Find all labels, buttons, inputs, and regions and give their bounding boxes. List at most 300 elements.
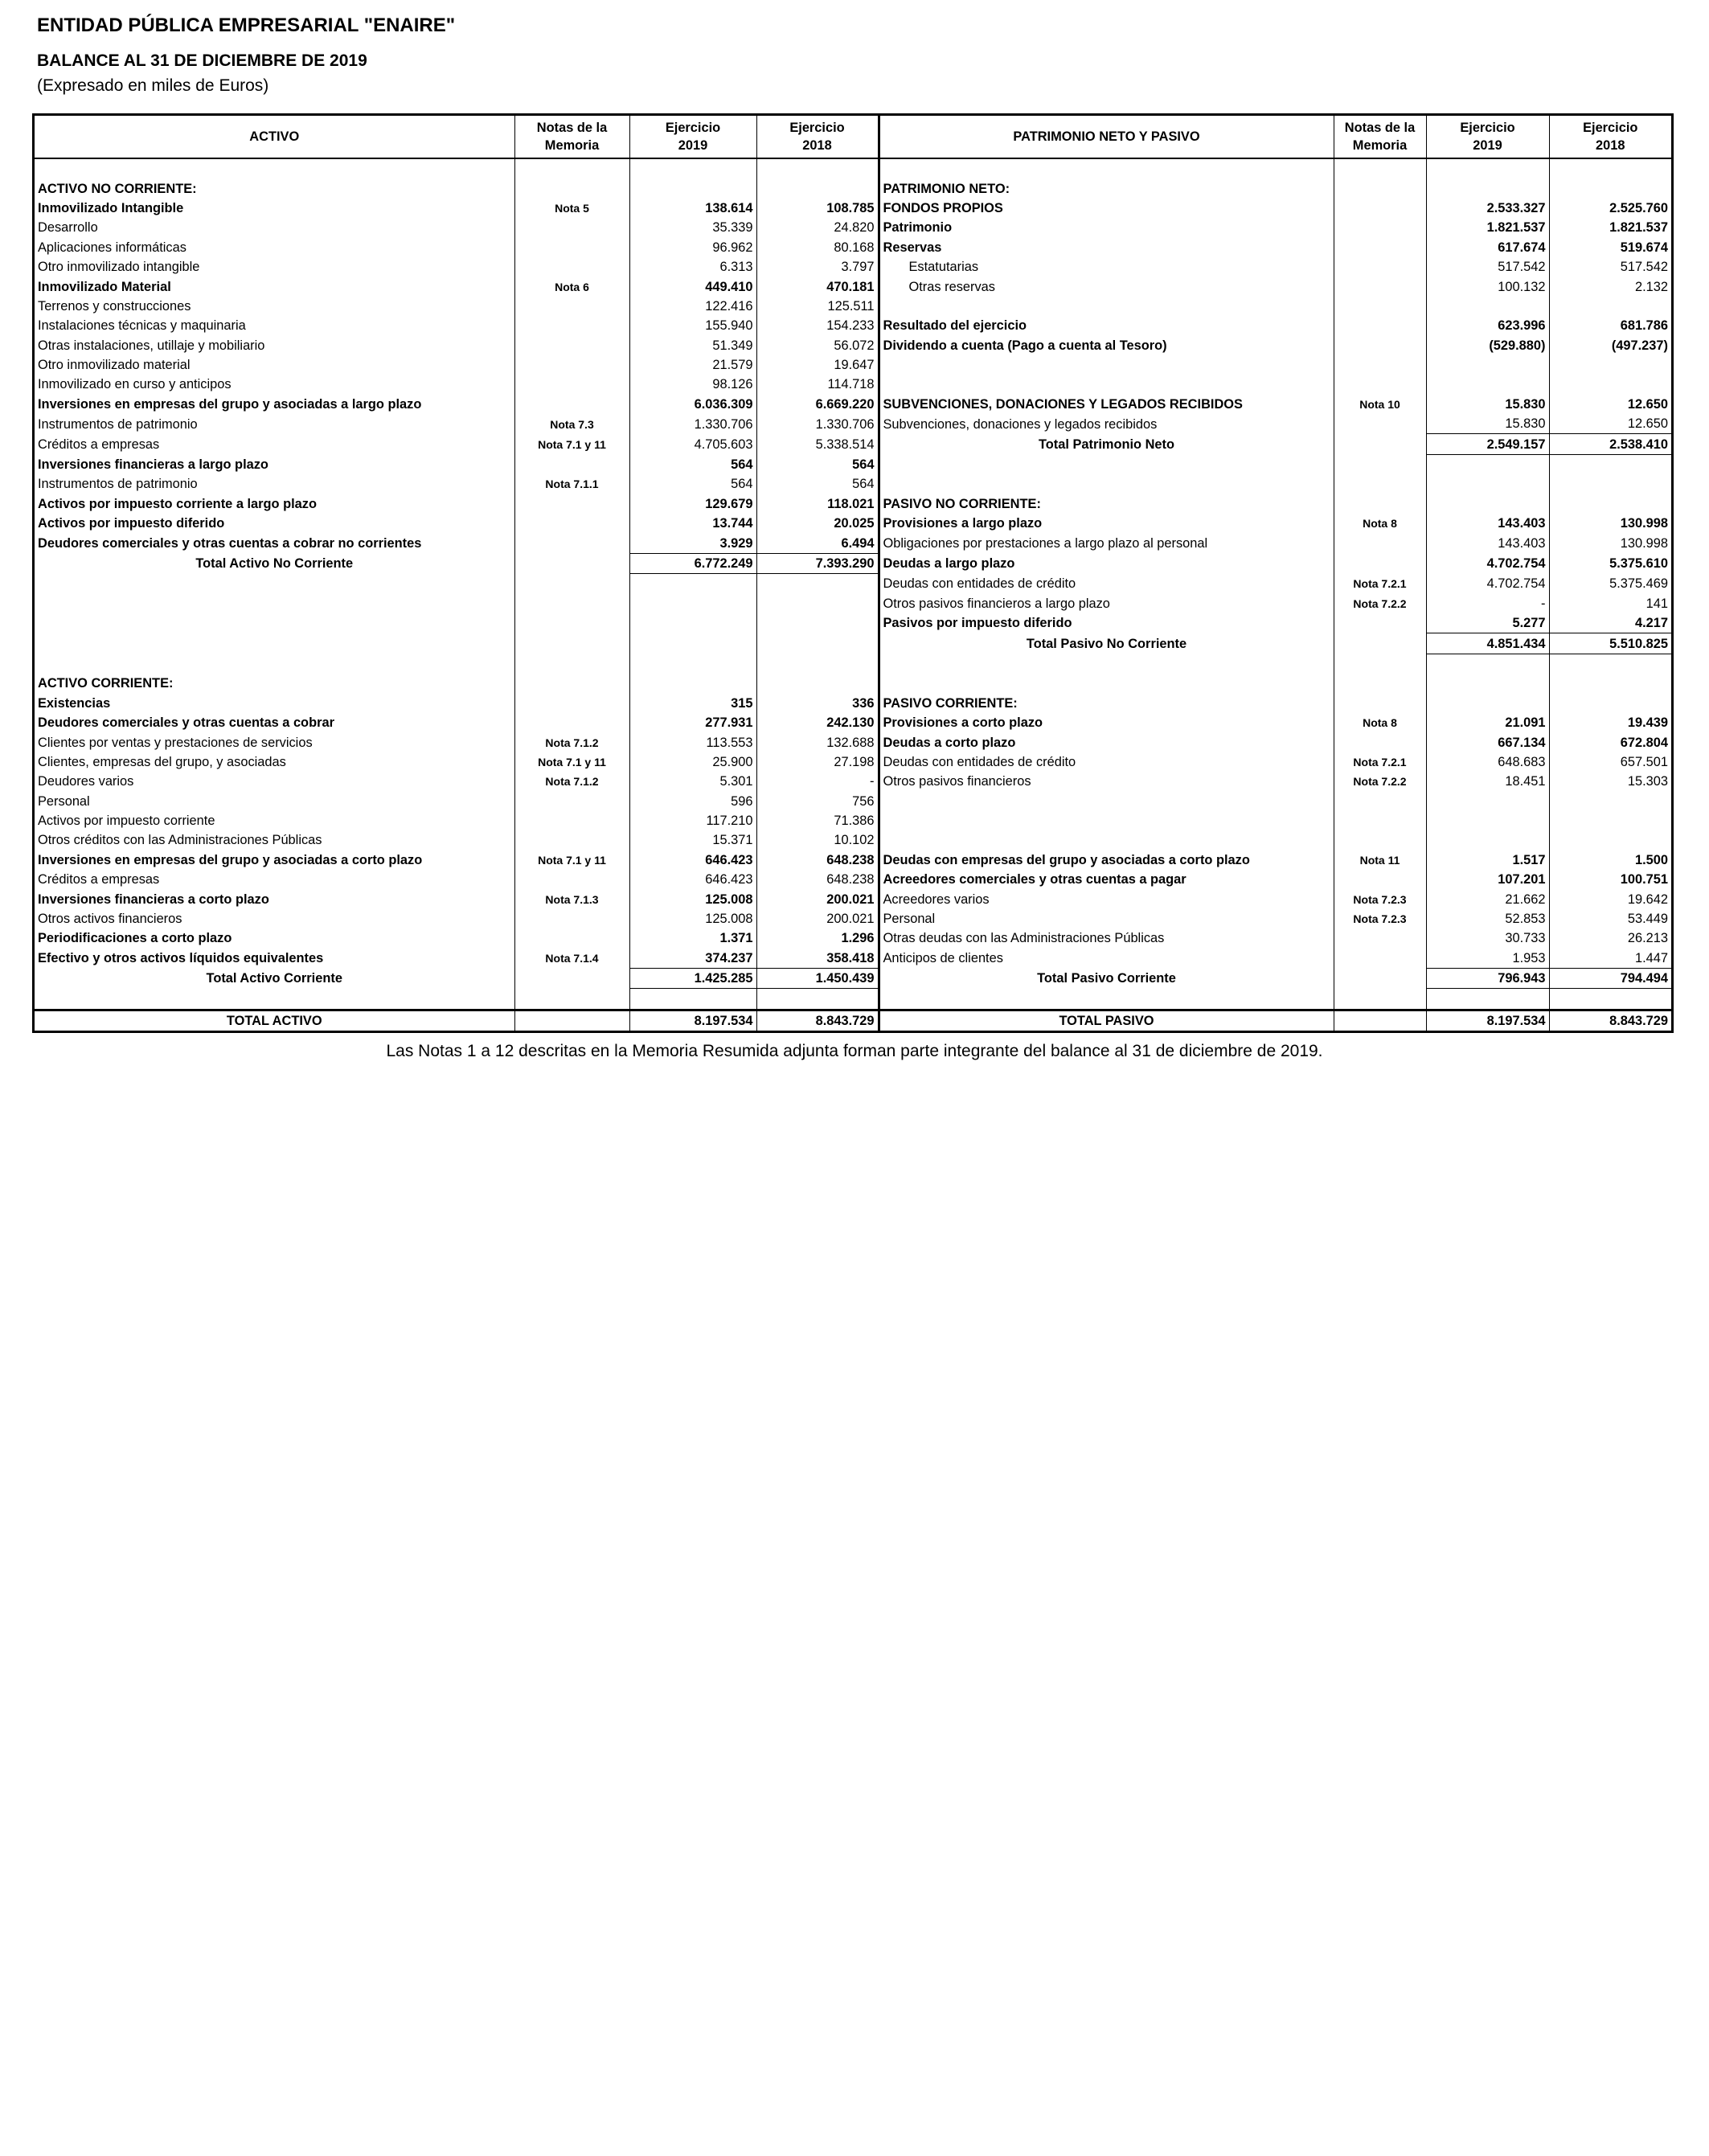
- ej-l1: Ejercicio: [789, 121, 845, 135]
- left-value-2018: 756: [756, 792, 879, 811]
- right-label: [879, 830, 1334, 850]
- right-label: Acreedores comerciales y otras cuentas a pagar: [879, 870, 1334, 889]
- left-value-2019: 117.210: [629, 811, 756, 830]
- right-value-2019: 1.517: [1426, 851, 1549, 870]
- total-pasivo-2018: 8.843.729: [1549, 1010, 1671, 1031]
- table-row: [35, 909, 1671, 928]
- left-value-2019: 6.772.249: [629, 553, 756, 573]
- left-note: Nota 7.3: [514, 414, 629, 434]
- left-label: Personal: [38, 793, 90, 809]
- left-value-2019: 277.931: [629, 713, 756, 732]
- table-row: [35, 336, 1671, 355]
- left-label: Instalaciones técnicas y maquinaria: [38, 318, 246, 334]
- right-note: [1334, 830, 1426, 850]
- right-value-2019: 107.201: [1426, 870, 1549, 889]
- year-2019: 2019: [678, 138, 708, 153]
- table-row: [35, 238, 1671, 257]
- right-value-2019: 30.733: [1426, 928, 1549, 948]
- notas-l2: Memoria: [1352, 138, 1408, 153]
- left-label: Activos por impuesto corriente: [38, 814, 215, 829]
- right-value-2018: 19.439: [1549, 713, 1671, 732]
- table-row: [35, 928, 1671, 948]
- left-note: [514, 811, 629, 830]
- left-value-2018: [756, 594, 879, 613]
- left-value-2019: [629, 989, 756, 1010]
- right-value-2018: 519.674: [1549, 238, 1671, 257]
- left-value-2019: 13.744: [629, 514, 756, 533]
- left-value-2018: 200.021: [756, 889, 879, 908]
- left-value-2019: 21.579: [629, 355, 756, 375]
- left-note: [514, 494, 629, 514]
- left-value-2019: 564: [629, 454, 756, 474]
- left-value-2018: 19.647: [756, 355, 879, 375]
- left-label: Efectivo y otros activos líquidos equivalentes: [38, 951, 324, 966]
- right-label: [879, 654, 1334, 674]
- right-label: Pasivos por impuesto diferido: [879, 613, 1334, 633]
- left-note: [514, 238, 629, 257]
- right-value-2018: [1549, 830, 1671, 850]
- right-value-2019: [1426, 792, 1549, 811]
- right-value-2019: 15.830: [1426, 395, 1549, 414]
- right-value-2018: 2.538.410: [1549, 434, 1671, 454]
- right-note: [1334, 989, 1426, 1010]
- left-label: Otras instalaciones, utillaje y mobiliario: [38, 338, 265, 353]
- right-value-2018: [1549, 158, 1671, 178]
- right-label: [879, 355, 1334, 375]
- right-note: [1334, 928, 1426, 948]
- table-row: [35, 694, 1671, 713]
- right-label: Estatutarias: [879, 257, 1334, 277]
- table-row: [35, 752, 1671, 772]
- right-note: [1334, 257, 1426, 277]
- right-value-2018: [1549, 474, 1671, 494]
- right-label: Total Patrimonio Neto: [879, 434, 1334, 454]
- table-row: [35, 316, 1671, 335]
- right-label: Deudas con entidades de crédito: [879, 574, 1334, 594]
- right-label: Personal: [879, 909, 1334, 928]
- left-value-2019: 122.416: [629, 297, 756, 316]
- right-value-2019: 143.403: [1426, 533, 1549, 553]
- left-label: Total Activo No Corriente: [195, 556, 354, 571]
- right-value-2019: 617.674: [1426, 238, 1549, 257]
- left-value-2018: [756, 178, 879, 198]
- right-note: [1334, 355, 1426, 375]
- left-label: Instrumentos de patrimonio: [38, 477, 198, 492]
- year-2018: 2018: [1596, 138, 1625, 153]
- right-value-2018: 5.510.825: [1549, 633, 1671, 654]
- right-value-2018: [1549, 454, 1671, 474]
- left-value-2019: [629, 674, 756, 693]
- right-note: [1334, 633, 1426, 654]
- left-note: [514, 830, 629, 850]
- left-label: Clientes por ventas y prestaciones de servicios: [38, 735, 313, 750]
- right-value-2019: 21.662: [1426, 889, 1549, 908]
- right-note: [1334, 694, 1426, 713]
- balance-sheet: [32, 113, 1674, 1033]
- left-value-2019: 315: [629, 694, 756, 713]
- left-value-2018: [756, 633, 879, 654]
- table-row: [35, 594, 1671, 613]
- left-label: Otros activos financieros: [38, 912, 182, 927]
- left-label: Créditos a empresas: [38, 437, 160, 452]
- left-value-2018: 56.072: [756, 336, 879, 355]
- left-note: [514, 257, 629, 277]
- left-label: [35, 613, 514, 633]
- left-value-2019: 35.339: [629, 218, 756, 237]
- table-row: [35, 633, 1671, 654]
- left-value-2019: 15.371: [629, 830, 756, 850]
- left-note: Nota 7.1.2: [514, 732, 629, 752]
- left-value-2018: 242.130: [756, 713, 879, 732]
- notas-l1: Notas de la: [1344, 121, 1416, 135]
- right-value-2018: [1549, 355, 1671, 375]
- left-value-2018: 6.494: [756, 533, 879, 553]
- right-note: Nota 7.2.2: [1334, 594, 1426, 613]
- col-2018-left: [756, 116, 879, 158]
- left-note: [514, 395, 629, 414]
- ej-l1: Ejercicio: [1460, 121, 1515, 135]
- left-note: Nota 7.1 y 11: [514, 851, 629, 870]
- right-note: [1334, 238, 1426, 257]
- left-value-2018: 470.181: [756, 277, 879, 296]
- col-2018-right: [1549, 116, 1671, 158]
- right-value-2019: 667.134: [1426, 732, 1549, 752]
- right-note: Nota 8: [1334, 713, 1426, 732]
- right-value-2018: 4.217: [1549, 613, 1671, 633]
- right-value-2019: [1426, 811, 1549, 830]
- right-value-2019: 143.403: [1426, 514, 1549, 533]
- right-note: [1334, 375, 1426, 394]
- right-note: Nota 10: [1334, 395, 1426, 414]
- left-value-2019: 25.900: [629, 752, 756, 772]
- left-value-2018: 336: [756, 694, 879, 713]
- right-label: Provisiones a corto plazo: [879, 713, 1334, 732]
- footer-note: Las Notas 1 a 12 descritas en la Memoria Resumida adjunta forman parte integrante del balance al 31 de diciembre de 2019.: [386, 1042, 1323, 1060]
- total-pasivo-label: TOTAL PASIVO: [879, 1010, 1334, 1031]
- right-label: SUBVENCIONES, DONACIONES Y LEGADOS RECIBIDOS: [879, 395, 1334, 414]
- table-row: [35, 792, 1671, 811]
- left-value-2019: 374.237: [629, 949, 756, 969]
- right-value-2018: 12.650: [1549, 395, 1671, 414]
- table-row: [35, 395, 1671, 414]
- table-row: [35, 969, 1671, 989]
- table-row: [35, 514, 1671, 533]
- col-notas-right: [1334, 116, 1426, 158]
- total-activo-notes: [514, 1010, 629, 1031]
- right-label: PASIVO CORRIENTE:: [879, 694, 1334, 713]
- right-value-2018: [1549, 694, 1671, 713]
- right-label: Deudas con empresas del grupo y asociadas a corto plazo: [879, 851, 1334, 870]
- right-label: Otros pasivos financieros: [879, 772, 1334, 791]
- table-row: [35, 297, 1671, 316]
- right-value-2019: 2.533.327: [1426, 199, 1549, 218]
- left-value-2018: 6.669.220: [756, 395, 879, 414]
- left-value-2018: [756, 613, 879, 633]
- right-value-2019: 648.683: [1426, 752, 1549, 772]
- left-note: [514, 297, 629, 316]
- left-label: ACTIVO NO CORRIENTE:: [38, 181, 197, 196]
- left-note: [514, 694, 629, 713]
- right-value-2019: [1426, 494, 1549, 514]
- right-value-2018: [1549, 811, 1671, 830]
- table-row: [35, 218, 1671, 237]
- left-label: Instrumentos de patrimonio: [38, 416, 198, 432]
- left-label: Desarrollo: [38, 220, 98, 236]
- right-value-2018: 657.501: [1549, 752, 1671, 772]
- notas-l2: Memoria: [544, 138, 600, 153]
- right-note: [1334, 494, 1426, 514]
- right-value-2019: [1426, 830, 1549, 850]
- left-value-2018: 80.168: [756, 238, 879, 257]
- left-value-2018: 200.021: [756, 909, 879, 928]
- right-value-2018: 1.447: [1549, 949, 1671, 969]
- right-note: [1334, 297, 1426, 316]
- right-value-2019: 4.702.754: [1426, 574, 1549, 594]
- right-label: Anticipos de clientes: [879, 949, 1334, 969]
- balance-rows: [35, 158, 1671, 1010]
- left-value-2018: [756, 654, 879, 674]
- left-label: [35, 574, 514, 594]
- left-value-2019: 3.929: [629, 533, 756, 553]
- right-value-2018: 5.375.610: [1549, 553, 1671, 573]
- left-value-2019: 6.313: [629, 257, 756, 277]
- left-value-2018: 71.386: [756, 811, 879, 830]
- right-note: [1334, 414, 1426, 434]
- left-label: [35, 594, 514, 613]
- left-value-2019: [629, 633, 756, 654]
- left-note: [514, 870, 629, 889]
- right-value-2018: 2.132: [1549, 277, 1671, 296]
- right-label: [879, 474, 1334, 494]
- right-value-2019: [1426, 674, 1549, 693]
- left-value-2019: 1.371: [629, 928, 756, 948]
- left-note: Nota 5: [514, 199, 629, 218]
- left-note: [514, 355, 629, 375]
- right-label: Total Pasivo No Corriente: [879, 633, 1334, 654]
- left-label: [35, 158, 514, 178]
- balance-table: [35, 116, 1671, 1031]
- right-value-2018: 681.786: [1549, 316, 1671, 335]
- left-value-2018: [756, 989, 879, 1010]
- right-note: [1334, 277, 1426, 296]
- right-value-2019: [1426, 355, 1549, 375]
- left-value-2019: 449.410: [629, 277, 756, 296]
- right-value-2018: [1549, 494, 1671, 514]
- right-value-2019: 517.542: [1426, 257, 1549, 277]
- table-row: [35, 434, 1671, 454]
- table-row: [35, 889, 1671, 908]
- right-value-2019: 52.853: [1426, 909, 1549, 928]
- table-row: [35, 713, 1671, 732]
- left-value-2019: 646.423: [629, 870, 756, 889]
- left-label: Deudores varios: [38, 774, 134, 789]
- right-label: [879, 158, 1334, 178]
- right-label: Dividendo a cuenta (Pago a cuenta al Tesoro): [879, 336, 1334, 355]
- left-value-2019: [629, 594, 756, 613]
- right-label: Resultado del ejercicio: [879, 316, 1334, 335]
- left-label: Terrenos y construcciones: [38, 298, 191, 314]
- right-value-2018: 12.650: [1549, 414, 1671, 434]
- total-activo-label: TOTAL ACTIVO: [35, 1010, 514, 1031]
- left-value-2018: 564: [756, 474, 879, 494]
- left-label: Activos por impuesto corriente a largo plazo: [38, 496, 318, 511]
- right-label: Deudas a corto plazo: [879, 732, 1334, 752]
- right-value-2019: [1426, 375, 1549, 394]
- right-note: [1334, 336, 1426, 355]
- table-row: [35, 574, 1671, 594]
- left-note: [514, 633, 629, 654]
- left-label: Aplicaciones informáticas: [38, 240, 186, 255]
- right-label: Otras reservas: [879, 277, 1334, 296]
- right-note: [1334, 454, 1426, 474]
- left-value-2019: 4.705.603: [629, 434, 756, 454]
- table-row: [35, 533, 1671, 553]
- right-note: [1334, 674, 1426, 693]
- table-row: [35, 830, 1671, 850]
- left-note: [514, 594, 629, 613]
- left-note: [514, 989, 629, 1010]
- left-label: Inmovilizado Material: [38, 279, 171, 294]
- right-value-2018: [1549, 375, 1671, 394]
- col-2019-right: [1426, 116, 1549, 158]
- ej-l1: Ejercicio: [665, 121, 721, 135]
- right-note: Nota 7.2.2: [1334, 772, 1426, 791]
- left-note: [514, 553, 629, 573]
- left-note: [514, 454, 629, 474]
- table-row: [35, 494, 1671, 514]
- right-note: Nota 7.2.1: [1334, 752, 1426, 772]
- left-value-2018: 125.511: [756, 297, 879, 316]
- table-row: [35, 199, 1671, 218]
- ej-l1: Ejercicio: [1583, 121, 1638, 135]
- left-value-2018: 114.718: [756, 375, 879, 394]
- right-label: Subvenciones, donaciones y legados recibidos: [879, 414, 1334, 434]
- left-note: Nota 7.1.1: [514, 474, 629, 494]
- left-note: [514, 654, 629, 674]
- right-note: [1334, 178, 1426, 198]
- totals-row: [35, 1010, 1671, 1031]
- left-label: Otro inmovilizado material: [38, 358, 191, 373]
- right-value-2019: [1426, 654, 1549, 674]
- left-label: Periodificaciones a corto plazo: [38, 931, 232, 946]
- right-value-2019: 21.091: [1426, 713, 1549, 732]
- table-row: [35, 454, 1671, 474]
- left-note: [514, 375, 629, 394]
- left-value-2019: 596: [629, 792, 756, 811]
- table-row: [35, 375, 1671, 394]
- right-value-2019: [1426, 297, 1549, 316]
- right-note: [1334, 199, 1426, 218]
- table-row: [35, 414, 1671, 434]
- total-activo-2018: 8.843.729: [756, 1010, 879, 1031]
- left-value-2018: 27.198: [756, 752, 879, 772]
- right-label: Obligaciones por prestaciones a largo plazo al personal: [879, 533, 1334, 553]
- left-label: Total Activo Corriente: [206, 971, 342, 986]
- left-label: Inversiones financieras a largo plazo: [38, 457, 268, 472]
- left-note: [514, 674, 629, 693]
- left-note: [514, 158, 629, 178]
- table-row: [35, 772, 1671, 791]
- right-value-2018: 130.998: [1549, 514, 1671, 533]
- right-value-2018: 26.213: [1549, 928, 1671, 948]
- right-value-2018: [1549, 989, 1671, 1010]
- left-value-2019: [629, 178, 756, 198]
- left-value-2018: [756, 674, 879, 693]
- left-note: [514, 928, 629, 948]
- left-note: [514, 316, 629, 335]
- right-label: [879, 375, 1334, 394]
- col-notas-left: [514, 116, 629, 158]
- right-note: [1334, 732, 1426, 752]
- left-value-2018: 10.102: [756, 830, 879, 850]
- right-note: [1334, 969, 1426, 989]
- left-label: [35, 654, 514, 674]
- right-label: [879, 792, 1334, 811]
- right-value-2018: 794.494: [1549, 969, 1671, 989]
- left-value-2018: 1.330.706: [756, 414, 879, 434]
- left-value-2019: [629, 654, 756, 674]
- total-pasivo-notes: [1334, 1010, 1426, 1031]
- left-value-2019: 96.962: [629, 238, 756, 257]
- left-label: Inversiones financieras a corto plazo: [38, 892, 269, 907]
- left-note: Nota 7.1 y 11: [514, 752, 629, 772]
- right-note: [1334, 870, 1426, 889]
- right-value-2018: [1549, 297, 1671, 316]
- left-note: [514, 792, 629, 811]
- right-value-2019: [1426, 474, 1549, 494]
- left-note: Nota 6: [514, 277, 629, 296]
- right-value-2019: 15.830: [1426, 414, 1549, 434]
- right-label: PASIVO NO CORRIENTE:: [879, 494, 1334, 514]
- left-label: Inmovilizado en curso y anticipos: [38, 377, 232, 392]
- right-note: Nota 8: [1334, 514, 1426, 533]
- left-value-2018: 20.025: [756, 514, 879, 533]
- left-note: [514, 613, 629, 633]
- right-value-2019: [1426, 158, 1549, 178]
- left-label: Activos por impuesto diferido: [38, 516, 225, 531]
- right-note: Nota 7.2.1: [1334, 574, 1426, 594]
- left-note: Nota 7.1.2: [514, 772, 629, 791]
- left-note: [514, 514, 629, 533]
- right-note: Nota 11: [1334, 851, 1426, 870]
- header-row: [35, 116, 1671, 158]
- right-value-2018: 5.375.469: [1549, 574, 1671, 594]
- left-value-2019: 1.425.285: [629, 969, 756, 989]
- left-value-2019: 646.423: [629, 851, 756, 870]
- right-note: [1334, 613, 1426, 633]
- right-note: [1334, 218, 1426, 237]
- right-value-2019: [1426, 694, 1549, 713]
- col-2019-left: [629, 116, 756, 158]
- left-value-2019: 125.008: [629, 889, 756, 908]
- table-row: [35, 989, 1671, 1010]
- right-label: Deudas con entidades de crédito: [879, 752, 1334, 772]
- left-value-2018: 24.820: [756, 218, 879, 237]
- right-value-2019: 4.851.434: [1426, 633, 1549, 654]
- table-row: [35, 732, 1671, 752]
- left-label: Otros créditos con las Administraciones Públicas: [38, 833, 322, 848]
- left-value-2018: 1.296: [756, 928, 879, 948]
- right-value-2018: 100.751: [1549, 870, 1671, 889]
- balance-subtitle: (Expresado en miles de Euros): [37, 76, 269, 95]
- table-row: [35, 474, 1671, 494]
- left-value-2018: 132.688: [756, 732, 879, 752]
- table-row: [35, 355, 1671, 375]
- right-value-2018: 19.642: [1549, 889, 1671, 908]
- left-label: Clientes, empresas del grupo, y asociadas: [38, 754, 286, 769]
- table-row: [35, 277, 1671, 296]
- right-value-2018: [1549, 792, 1671, 811]
